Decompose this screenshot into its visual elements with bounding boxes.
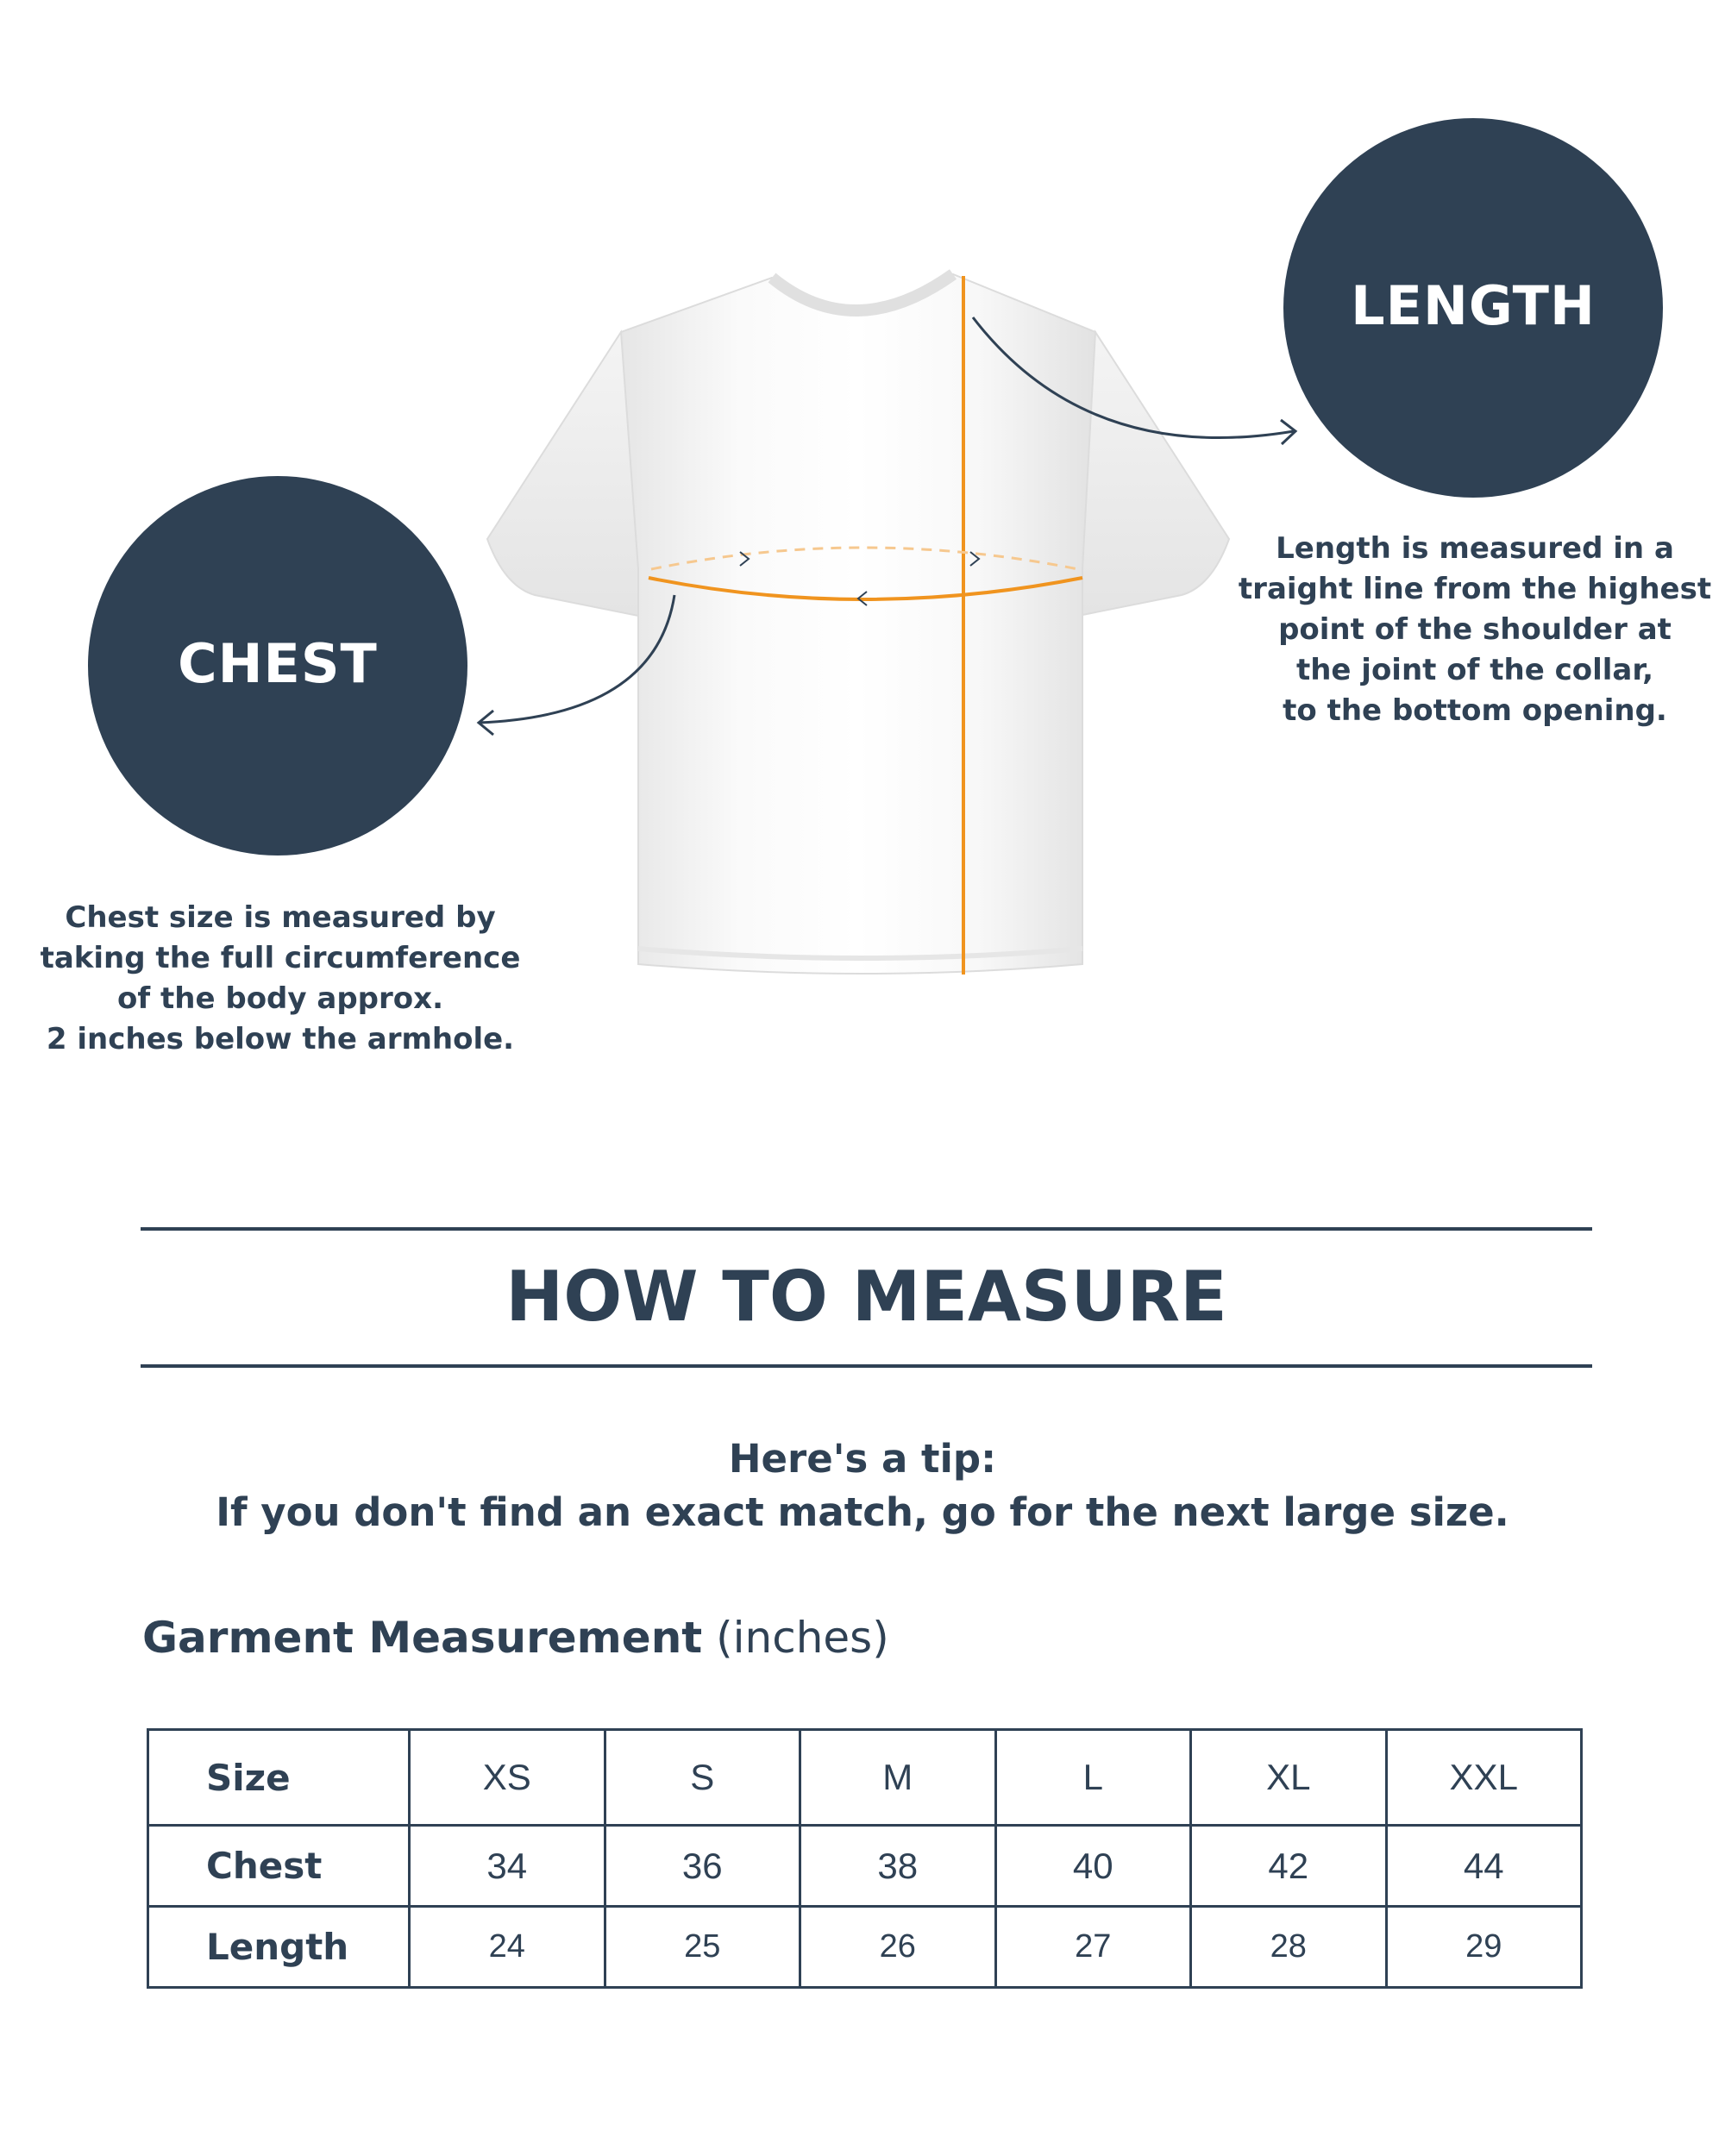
divider-bottom (141, 1364, 1592, 1368)
chest-desc-line: taking the full circumference (40, 941, 521, 975)
garment-title-strong: Garment Measurement (142, 1613, 703, 1663)
table-cell: 24 (410, 1907, 605, 1988)
table-cell: 26 (800, 1907, 996, 1988)
table-cell: M (800, 1730, 996, 1826)
chest-desc-line: 2 inches below the armhole. (46, 1022, 515, 1056)
table-cell: 36 (605, 1826, 800, 1907)
table-cell: 29 (1386, 1907, 1582, 1988)
table-cell: S (605, 1730, 800, 1826)
row-header: Chest (148, 1826, 410, 1907)
table-row (148, 1730, 1582, 1826)
length-description (1225, 529, 1725, 731)
length-desc-line: Length is measured in a (1276, 531, 1674, 566)
length-desc-line: traight line from the highest (1238, 572, 1712, 606)
row-header: Length (148, 1907, 410, 1988)
length-label: LENGTH (1351, 274, 1596, 337)
table-cell: XXL (1386, 1730, 1582, 1826)
table-cell: 40 (995, 1826, 1191, 1907)
row-header: Size (148, 1730, 410, 1826)
chest-description (22, 898, 539, 1060)
chest-label: CHEST (178, 632, 378, 695)
chest-desc-line: Chest size is measured by (65, 900, 496, 935)
table-cell: 28 (1191, 1907, 1387, 1988)
table-cell: 34 (410, 1826, 605, 1907)
length-desc-line: to the bottom opening. (1283, 693, 1667, 728)
tip-text: If you don't find an exact match, go for the next large size. (216, 1489, 1509, 1535)
tshirt-icon (487, 274, 1229, 974)
page-title: HOW TO MEASURE (505, 1257, 1227, 1337)
divider-top (141, 1227, 1592, 1231)
table-cell: XL (1191, 1730, 1387, 1826)
size-table (147, 1728, 1583, 1989)
table-cell: XS (410, 1730, 605, 1826)
chest-desc-line: of the body approx. (117, 981, 443, 1016)
table-cell: 42 (1191, 1826, 1387, 1907)
length-desc-line: point of the shoulder at (1278, 612, 1672, 647)
table-row (148, 1907, 1582, 1988)
garment-measurement-title (142, 1613, 889, 1663)
length-desc-line: the joint of the collar, (1295, 653, 1654, 687)
table-row (148, 1826, 1582, 1907)
tip-heading: Here's a tip: (728, 1436, 997, 1482)
table-cell: 38 (800, 1826, 996, 1907)
table-cell: 27 (995, 1907, 1191, 1988)
table-cell: 44 (1386, 1826, 1582, 1907)
table-cell: L (995, 1730, 1191, 1826)
garment-title-unit: (inches) (716, 1613, 889, 1663)
table-cell: 25 (605, 1907, 800, 1988)
